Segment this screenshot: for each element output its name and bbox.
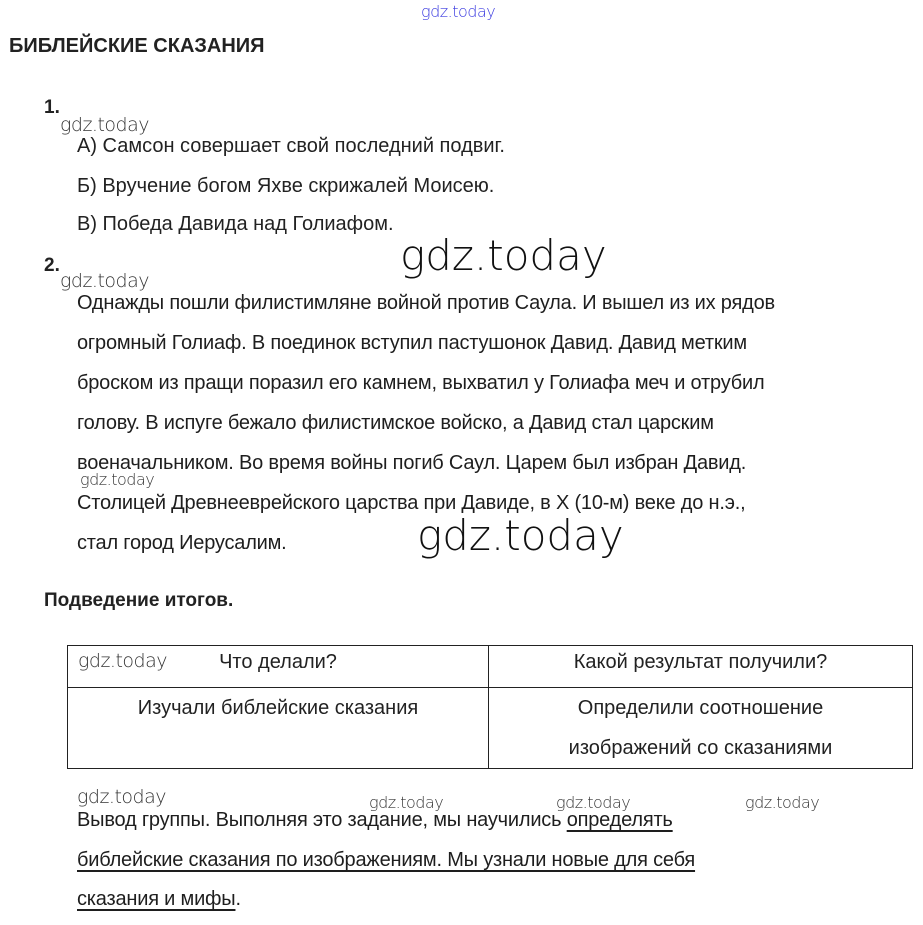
conclusion-period: . [235, 888, 241, 910]
header-result: Какой результат получили? [573, 651, 828, 673]
table-header-cell [489, 646, 913, 688]
watermark: gdz.today [60, 270, 149, 292]
conclusion-underlined: определять [566, 809, 673, 831]
cell-result-line: изображений со сказаниями [568, 737, 833, 759]
watermark: gdz.today [556, 793, 631, 812]
watermark-top: gdz.today [421, 2, 496, 21]
watermark: gdz.today [80, 470, 155, 489]
task-2-line: голову. В испуге бежало филистимское войско, а Давид стал царским [77, 412, 714, 434]
task-2-line: Столицей Древнееврейского царства при Давиде, в X (10-м) веке до н.э., [77, 492, 746, 514]
task-1-number: 1. [44, 97, 60, 118]
watermark: gdz.today [60, 114, 149, 136]
cell-activity: Изучали библейские сказания [137, 697, 419, 719]
table-row [68, 688, 913, 769]
header-what-did: Что делали? [219, 651, 337, 673]
conclusion-underlined: сказания и мифы [77, 888, 236, 910]
task-2-line: военачальником. Во время войны погиб Саул. Царем был избран Давид. [77, 452, 747, 474]
watermark: gdz.today [77, 786, 166, 808]
results-table [67, 645, 913, 769]
conclusion-line-2 [77, 849, 695, 872]
task-2-line: стал город Иерусалим. [77, 532, 287, 554]
task-1-item-c: В) Победа Давида над Голиафом. [77, 213, 394, 235]
page-title: БИБЛЕЙСКИЕ СКАЗАНИЯ [9, 35, 265, 57]
conclusion-underlined: библейские сказания по изображениям. Мы узнали новые для себя [77, 849, 696, 871]
watermark: gdz.today [369, 793, 444, 812]
table-cell [489, 688, 913, 769]
task-2-line: броском из пращи поразил его камнем, выхватил у Голиафа меч и отрубил [77, 372, 765, 394]
watermark-large: gdz.today [400, 231, 607, 280]
summary-heading: Подведение итогов. [44, 590, 234, 611]
table-cell [68, 688, 489, 769]
task-2-line: огромный Голиаф. В поединок вступил пастушонок Давид. Давид метким [77, 332, 747, 354]
watermark: gdz.today [78, 650, 167, 672]
table-header-cell [68, 646, 489, 688]
task-2-line: Однажды пошли филистимляне войной против Саула. И вышел из их рядов [77, 292, 775, 314]
cell-result-line: Определили соотношение [577, 697, 824, 719]
watermark-large: gdz.today [417, 511, 624, 560]
table-header-row [68, 646, 913, 688]
task-2-number: 2. [44, 255, 60, 276]
watermark: gdz.today [745, 793, 820, 812]
conclusion-text: Вывод группы. Выполняя это задание, мы научились [77, 809, 567, 831]
task-1-item-a: А) Самсон совершает свой последний подвиг. [77, 135, 505, 157]
conclusion-line-3 [77, 888, 241, 911]
task-1-item-b: Б) Вручение богом Яхве скрижалей Моисею. [77, 175, 495, 197]
conclusion-line-1 [77, 809, 673, 832]
